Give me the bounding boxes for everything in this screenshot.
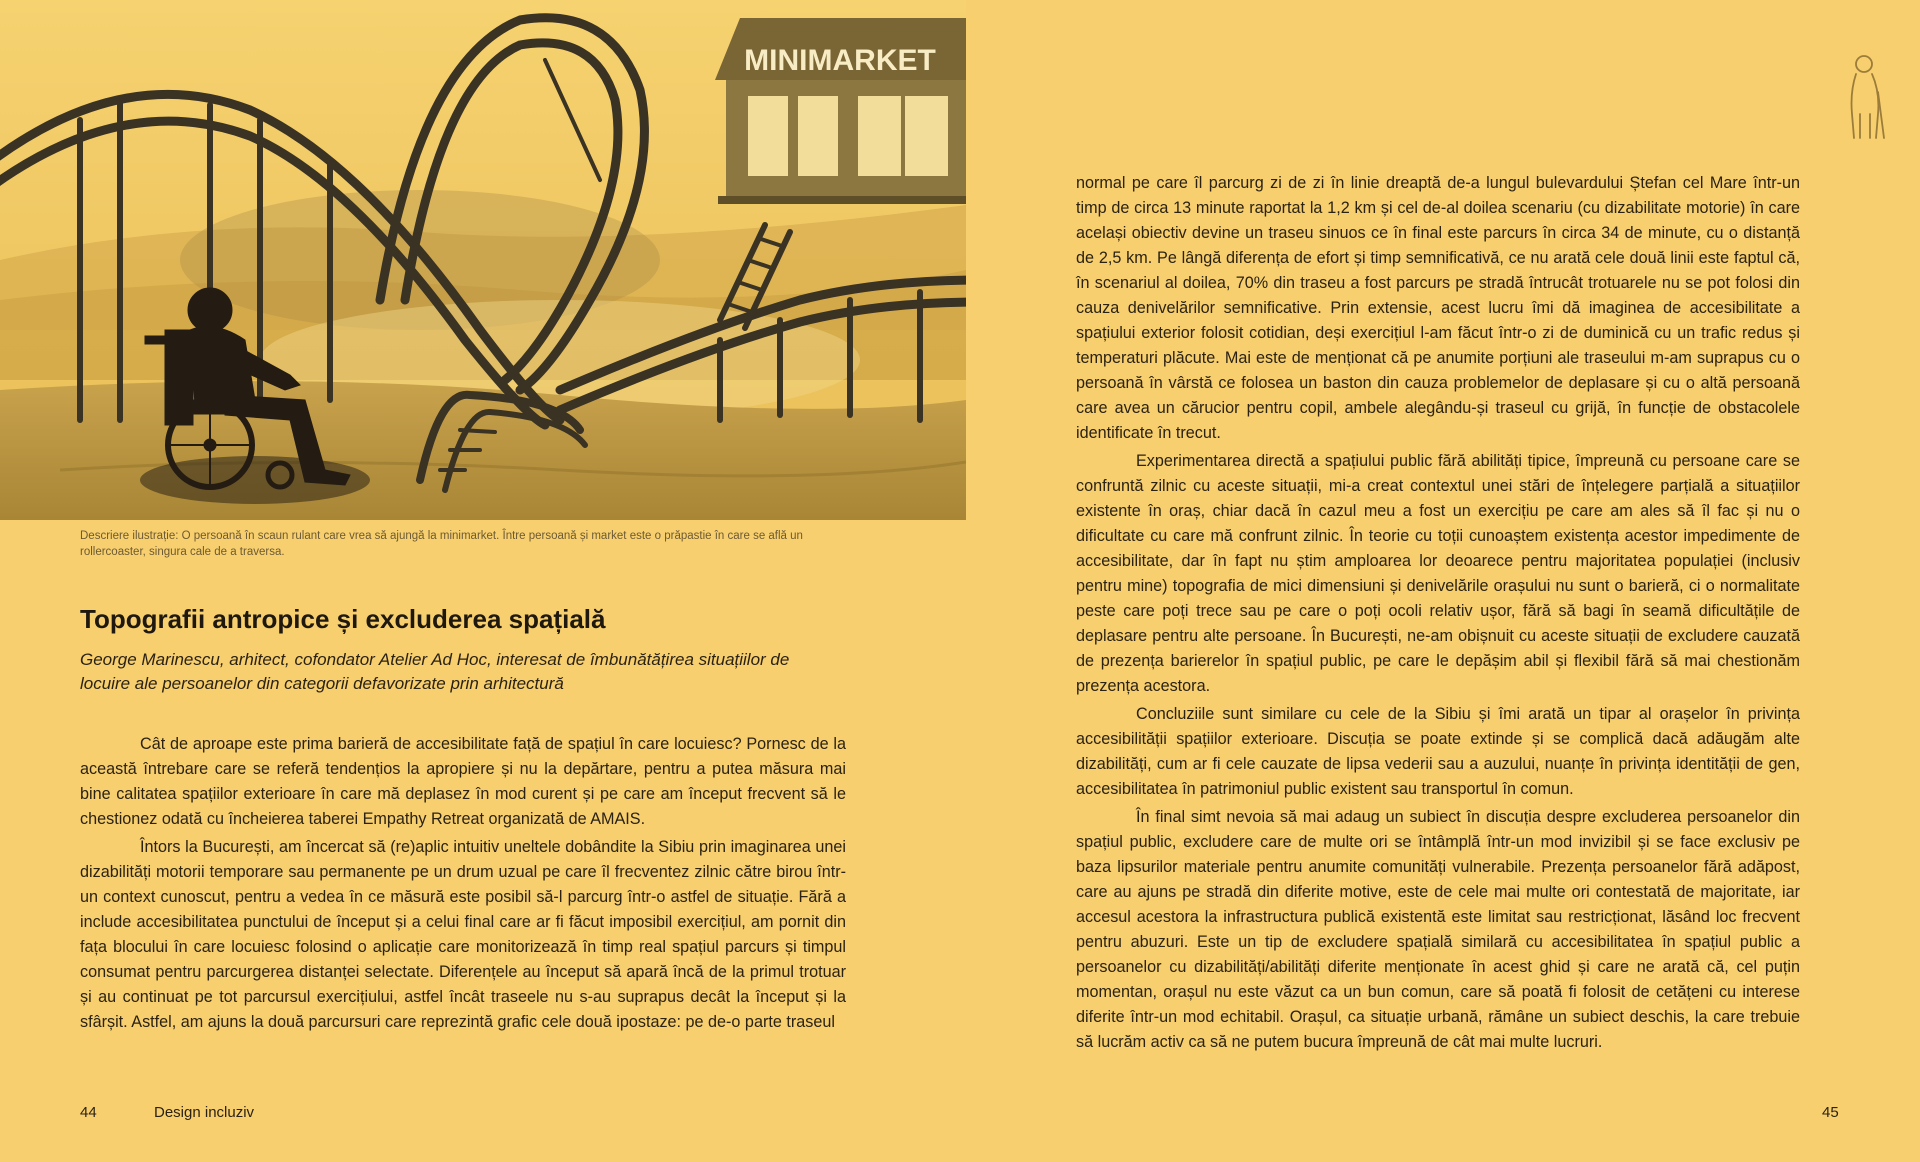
section-name: Design incluziv: [154, 1104, 255, 1121]
right-column-text: [1076, 171, 1800, 1058]
paragraph: Experimentarea directă a spațiului public fără abilități tipice, împreună cu persoane care se confruntă zilnic cu aceste situații, mi-a creat contextul unei stări de înțelegere parțială a situațiilor existente în oraș, chiar dacă în cazul meu a fost un exercițiu pe care am ales să îl fac și nu o dificultate cu care mă confrunt zilnic. În teorie cu toții cunoaștem existența acestor impedimente de accesibilitate, dar în fapt nu știm amploarea lor deoarece pentru majoritatea populației (inclusiv pentru mine) topografia de mici dimensiuni și denivelările orașului nu sunt o barieră, ci o normalitate peste care poți trece sau pe care o poți ocoli relativ ușor, fără să bagi în seamă dificultățile de deplasare pentru alte persoane. În București, ne-am obișnuit cu aceste situații de excludere cauzată de prezența barierelor în spațiul public, pe care le depășim abil și flexibil fără să mai chestionăm prezența acestora.: [1076, 452, 1800, 695]
article-byline: George Marinescu, arhitect, cofondator Atelier Ad Hoc, interesat de îmbunătățirea situațiilor de locuire ale persoanelor din categorii defavorizate prin arhitectură: [80, 650, 790, 693]
elderly-person-icon: [1840, 52, 1890, 142]
paragraph: Cât de aproape este prima barieră de accesibilitate față de spațiul în care locuiesc? Pornesc de la această întrebare care se referă tendențios la apropiere și nu la depărtare, pentru a putea măsura mai bine calitatea spațiilor exterioare în care mă deplasez în mod curent și pe care am început frecvent să le chestionez odată cu încheierea taberei Empathy Retreat organizată de AMAIS.: [80, 735, 846, 828]
illustration-caption: Descriere ilustrație: O persoană în scaun rulant care vrea să ajungă la minimarket. Între persoană și market este o prăpastie în care se află un rollercoaster, singura cale de a traversa.: [80, 530, 803, 558]
left-column-text: [80, 732, 846, 1038]
paragraph: În final simt nevoia să mai adaug un subiect în discuția despre excluderea persoanelor din spațiul public, excludere care de multe ori se întâmplă într-un mod invizibil și se face exclusiv pe baza lipsurilor materiale pentru anumite comunități vulnerabile. Prezența persoanelor fără adăpost, care au ajuns pe stradă din diferite motive, este de cele mai multe ori contestată de majoritate, iar accesul acestora la infrastructura publică existentă este limitat sau restricționat, lăsând loc frecvent pentru abuzuri. Este un tip de excludere spațială similară cu accesibilitatea în spațiul public a persoanelor cu dizabilități/abilități diferite menționate în acest ghid și care ne arată că, cel puțin momentan, orașul nu este văzut ca un bun comun, care să poată fi folosit de cetățeni cu interese diferite într-un mod echitabil. Orașul, ca situație urbană, rămâne un subiect deschis, la care trebuie să lucrăm activ ca să ne putem bucura împreună de cât mai multe lucruri.: [1076, 808, 1800, 1051]
paragraph: normal pe care îl parcurg zi de zi în linie dreaptă de-a lungul bulevardului Ștefan cel Mare într-un timp de circa 13 minute raportat la 1,2 km și cel de-al doilea scenariu (cu dizabilitate motorie) în care același obiectiv devine un traseu sinuos ce în final este parcurs în circa 34 de minute, cu o distanță de 2,5 km. Pe lângă diferența de efort și timp semnificativă, ce nu arată cele două linii este faptul că, în scenariul al doilea, 70% din traseu a fost parcurs pe stradă întrucât trotuarele nu se pot folosi din cauza denivelărilor semnificative. Prin extensie, acest lucru îmi dă imaginea de accesibilitate a spațiului exterior folosit cotidian, deși exercițiul l-am făcut într-o zi de duminică cu un trafic redus și temperaturi plăcute. Mai este de menționat că pe anumite porțiuni ale traseului m-am suprapus cu o persoană în vârstă ce folosea un baston din cauza problemelor de deplasare și cu o altă persoană care avea un cărucior pentru copil, ambele alegându-și traseul cu grijă, în funcție de obstacolele identificate în trecut.: [1076, 174, 1800, 442]
rollercoaster-illustration: [0, 0, 966, 520]
page-number-left: 44: [80, 1104, 97, 1121]
page-number-right: 45: [1822, 1104, 1839, 1121]
article-title: Topografii antropice și excluderea spațială: [80, 604, 606, 634]
minimarket-sign: MINIMARKET: [744, 44, 936, 77]
right-page: [960, 0, 1920, 1162]
paragraph: Concluziile sunt similare cu cele de la Sibiu și îmi arată un tipar al orașelor în privința accesibilității spațiilor exterioare. Discuția se poate extinde și se complică dacă adăugăm alte dizabilități, cum ar fi cele cauzate de lipsa vederii sau a auzului, nuanțe în privința identității de gen, accesibilitatea în patrimoniul public existent sau transportul în comun.: [1076, 705, 1800, 798]
paragraph: Întors la București, am încercat să (re)aplic intuitiv uneltele dobândite la Sibiu prin imaginarea unei dizabilități motorii temporare sau permanente pe un drum uzual pe care îl frecventez zilnic către birou într-un context cunoscut, pentru a vedea în ce măsură este posibil să-l parcurg într-o astfel de situație. Fără a include accesibilitatea punctului de început și a celui final care ar fi făcut imposibil exercițiul, am pornit din fața blocului în care locuiesc folosind o aplicație care monitorizează în timp real spațiul parcurs și timpul consumat pentru parcurgerea distanței selectate. Diferențele au început să apară încă de la primul trotuar și au continuat pe tot parcursul exercițiului, astfel încât traseele nu s-au suprapus decât la început și la sfârșit. Astfel, am ajuns la două parcursuri care reprezintă grafic cele două ipostaze: pe de-o parte traseul: [80, 838, 846, 1031]
